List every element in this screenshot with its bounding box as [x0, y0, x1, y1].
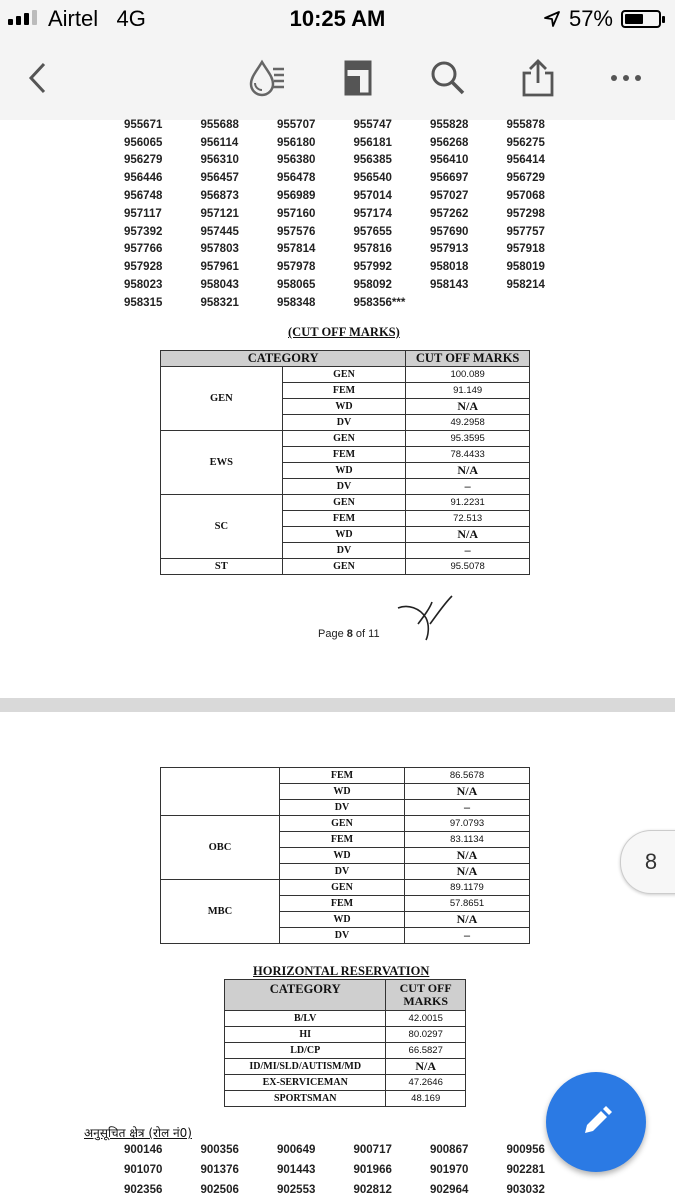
roll-number-list: [124, 116, 583, 312]
table-header-category: CATEGORY: [161, 351, 406, 367]
cutoff-value: N/A: [406, 399, 530, 415]
cutoff-value: 91.149: [406, 383, 530, 399]
table-row: [225, 1011, 466, 1027]
roll-row: [124, 1180, 583, 1200]
subcategory-cell: WD: [279, 848, 404, 864]
table-row: [225, 1091, 466, 1107]
h-cutoff-value: N/A: [386, 1059, 466, 1075]
roll-number: 956181: [353, 136, 392, 149]
h-cutoff-value: 48.169: [386, 1091, 466, 1107]
roll-number: 957757: [506, 225, 545, 238]
roll-number: 900717: [353, 1144, 392, 1156]
cutoff-heading: (CUT OFF MARKS): [288, 325, 400, 339]
h-category-cell: SPORTSMAN: [225, 1091, 386, 1107]
roll-number: 957117: [124, 207, 162, 220]
cutoff-value: N/A: [406, 527, 530, 543]
cutoff-value: –: [404, 800, 529, 816]
cutoff-value: N/A: [404, 784, 529, 800]
subcategory-cell: FEM: [282, 383, 406, 399]
roll-number: 956275: [506, 136, 545, 149]
roll-number: 956180: [277, 136, 316, 149]
table-row: [161, 431, 530, 447]
roll-number: 957766: [124, 243, 163, 256]
category-cell: [161, 768, 280, 816]
category-cell: MBC: [161, 880, 280, 944]
roll-number: 957690: [430, 225, 469, 238]
cutoff-value: 100.089: [406, 367, 530, 383]
h-category-cell: HI: [225, 1027, 386, 1043]
cutoff-value: N/A: [404, 864, 529, 880]
subcategory-cell: DV: [279, 800, 404, 816]
roll-number: 956697: [430, 172, 469, 185]
roll-number: 901443: [277, 1164, 316, 1176]
subcategory-cell: DV: [282, 543, 406, 559]
roll-number: 956446: [124, 172, 163, 185]
status-right: [543, 6, 661, 32]
roll-number: 957068: [506, 190, 545, 203]
roll-number: 958019: [506, 261, 545, 274]
subcategory-cell: DV: [279, 928, 404, 944]
cutoff-value: 95.5078: [406, 559, 530, 575]
roll-row: [124, 241, 583, 259]
signature-icon: [396, 594, 456, 644]
table-row: [161, 880, 530, 896]
roll-row: [124, 223, 583, 241]
network-type: 4G: [116, 6, 146, 31]
subcategory-cell: WD: [282, 399, 406, 415]
roll-row: [124, 116, 583, 134]
share-icon[interactable]: [518, 58, 558, 98]
roll-row: [124, 187, 583, 205]
back-icon[interactable]: [18, 58, 58, 98]
cutoff-value: N/A: [406, 463, 530, 479]
subcategory-cell: WD: [279, 912, 404, 928]
roll-number: 956729: [506, 172, 545, 185]
subcategory-cell: FEM: [282, 447, 406, 463]
roll-number: 901376: [200, 1164, 239, 1176]
roll-number: 901970: [430, 1164, 469, 1176]
roll-number: 957978: [277, 261, 316, 274]
scheduled-area-heading: अनुसूचित क्षेत्र (रोल नं0): [84, 1126, 192, 1140]
roll-number: 957913: [430, 243, 469, 256]
roll-number: 956873: [200, 190, 239, 203]
page-indicator[interactable]: 8: [620, 830, 675, 894]
subcategory-cell: FEM: [279, 832, 404, 848]
subcategory-cell: WD: [282, 527, 406, 543]
roll-number: 957027: [430, 190, 469, 203]
roll-number: 958348: [277, 296, 316, 309]
horizontal-reservation-heading: HORIZONTAL RESERVATION: [253, 964, 430, 978]
roll-number: 956114: [200, 136, 239, 149]
roll-number: 901070: [124, 1164, 163, 1176]
toolbar: [0, 38, 675, 120]
category-cell: OBC: [161, 816, 280, 880]
roll-number: 957014: [353, 190, 392, 203]
roll-number: 958043: [200, 279, 239, 292]
h-cutoff-value: 42.0015: [386, 1011, 466, 1027]
h-category-cell: ID/MI/SLD/AUTISM/MD: [225, 1059, 386, 1075]
roll-number: 955828: [430, 118, 469, 131]
roll-number: 956410: [430, 154, 469, 167]
roll-number: 900356: [200, 1144, 239, 1156]
roll-number: 903032: [506, 1184, 545, 1196]
cutoff-value: 57.8651: [404, 896, 529, 912]
page-number: Page 8 of 11: [318, 628, 380, 640]
h-cutoff-value: 66.5827: [386, 1043, 466, 1059]
roll-number: 956310: [200, 154, 239, 167]
table-row: [161, 816, 530, 832]
cutoff-value: 97.0793: [404, 816, 529, 832]
roll-number: 956748: [124, 190, 163, 203]
table-row: [225, 1027, 466, 1043]
roll-number: 958065: [277, 279, 316, 292]
roll-number: 957121: [200, 207, 239, 220]
roll-number: 957803: [200, 243, 239, 256]
roll-row: [124, 258, 583, 276]
roll-number: 900649: [277, 1144, 316, 1156]
roll-number: 900867: [430, 1144, 469, 1156]
h-cutoff-value: 80.0297: [386, 1027, 466, 1043]
roll-row: [124, 134, 583, 152]
category-cell: ST: [161, 559, 283, 575]
h-cutoff-value: 47.2646: [386, 1075, 466, 1091]
cutoff-value: N/A: [404, 848, 529, 864]
roll-row: [124, 205, 583, 223]
subcategory-cell: FEM: [282, 511, 406, 527]
table-row: [225, 1043, 466, 1059]
table-row: [225, 1059, 466, 1075]
roll-number: 956478: [277, 172, 316, 185]
table-header-cutoff: CUT OFF MARKS: [406, 351, 530, 367]
roll-number: 956380: [277, 154, 316, 167]
cutoff-value: –: [404, 928, 529, 944]
roll-number: 957655: [353, 225, 392, 238]
roll-number: 956268: [430, 136, 469, 149]
h-category-cell: LD/CP: [225, 1043, 386, 1059]
subcategory-cell: GEN: [279, 880, 404, 896]
roll-number: 956540: [353, 172, 392, 185]
roll-number: 957174: [353, 207, 392, 220]
location-arrow-icon: [543, 10, 561, 28]
battery-icon: [621, 10, 661, 28]
clock: 10:25 AM: [289, 6, 386, 31]
table-row: [161, 768, 530, 784]
subcategory-cell: DV: [282, 415, 406, 431]
roll-number: 956414: [506, 154, 545, 167]
roll-number: 957814: [277, 243, 316, 256]
subcategory-cell: WD: [282, 463, 406, 479]
cutoff-value: 86.5678: [404, 768, 529, 784]
battery-percent: 57%: [568, 6, 613, 31]
roll-number: 957992: [353, 261, 392, 274]
roll-number: 900146: [124, 1144, 163, 1156]
subcategory-cell: FEM: [279, 768, 404, 784]
search-icon[interactable]: [428, 58, 468, 98]
roll-row: [124, 152, 583, 170]
roll-number: 958023: [124, 279, 163, 292]
h-header-cutoff: CUT OFF MARKS: [386, 980, 466, 1011]
pencil-icon: [579, 1105, 613, 1139]
roll-number: 957918: [506, 243, 545, 256]
category-cell: SC: [161, 495, 283, 559]
roll-number: 957961: [200, 261, 239, 274]
subcategory-cell: FEM: [279, 896, 404, 912]
table-row: [161, 559, 530, 575]
roll-number: 957445: [200, 225, 239, 238]
roll-number: 955747: [353, 118, 392, 131]
roll-number: 957392: [124, 225, 163, 238]
h-category-cell: EX-SERVICEMAN: [225, 1075, 386, 1091]
category-cell: GEN: [161, 367, 283, 431]
cutoff-value: 49.2958: [406, 415, 530, 431]
roll-row: [124, 169, 583, 187]
subcategory-cell: WD: [279, 784, 404, 800]
cutoff-table: [160, 350, 530, 575]
cutoff-value: 89.1179: [404, 880, 529, 896]
roll-number: 902553: [277, 1184, 316, 1196]
roll-number: 958143: [430, 279, 469, 292]
roll-number: 955878: [506, 118, 545, 131]
cutoff-value: –: [406, 479, 530, 495]
roll-number: 957816: [353, 243, 392, 256]
roll-number: 956065: [124, 136, 163, 149]
roll-number: 902281: [506, 1164, 545, 1176]
roll-number: 956279: [124, 154, 163, 167]
roll-number: 902964: [430, 1184, 469, 1196]
category-cell: EWS: [161, 431, 283, 495]
table-row: [225, 1075, 466, 1091]
more-icon[interactable]: [606, 58, 646, 98]
roll-number: 956457: [200, 172, 239, 185]
subcategory-cell: DV: [279, 864, 404, 880]
roll-number: 957160: [277, 207, 316, 220]
roll-number: 957298: [506, 207, 545, 220]
subcategory-cell: DV: [282, 479, 406, 495]
roll-row: [124, 294, 583, 312]
edit-fab-button[interactable]: [546, 1072, 646, 1172]
roll-number: 958321: [200, 296, 239, 309]
h-category-cell: B/LV: [225, 1011, 386, 1027]
roll-row: [124, 276, 583, 294]
table-row: [161, 495, 530, 511]
roll-number: 958356***: [353, 296, 406, 309]
ink-icon[interactable]: [246, 58, 286, 98]
table-row: [161, 367, 530, 383]
horizontal-reservation-table: [224, 979, 466, 1107]
subcategory-cell: GEN: [282, 559, 406, 575]
status-bar: [0, 0, 675, 38]
cutoff-value: 91.2231: [406, 495, 530, 511]
roll-number: 958018: [430, 261, 469, 274]
roll-number: 901966: [353, 1164, 392, 1176]
roll-number: 957262: [430, 207, 469, 220]
h-header-category: CATEGORY: [225, 980, 386, 1011]
roll-number: 902812: [353, 1184, 392, 1196]
roll-number: 900956: [506, 1144, 545, 1156]
roll-number: 958315: [124, 296, 163, 309]
subcategory-cell: GEN: [282, 431, 406, 447]
cutoff-value: 78.4433: [406, 447, 530, 463]
roll-number: 958092: [353, 279, 392, 292]
subcategory-cell: GEN: [282, 495, 406, 511]
view-mode-icon[interactable]: [338, 58, 378, 98]
carrier-name: Airtel: [48, 6, 99, 31]
roll-number: 955688: [200, 118, 239, 131]
subcategory-cell: GEN: [282, 367, 406, 383]
cutoff-value: –: [406, 543, 530, 559]
roll-row: [124, 1160, 583, 1180]
roll-number: 902506: [200, 1184, 239, 1196]
subcategory-cell: GEN: [279, 816, 404, 832]
roll-number: 902356: [124, 1184, 163, 1196]
roll-number: 957928: [124, 261, 163, 274]
cutoff-table-continued: [160, 767, 530, 944]
cutoff-value: 83.1134: [404, 832, 529, 848]
roll-row: [124, 1140, 583, 1160]
cutoff-value: 72.513: [406, 511, 530, 527]
cutoff-value: N/A: [404, 912, 529, 928]
roll-number: 956385: [353, 154, 392, 167]
roll-number: 956989: [277, 190, 316, 203]
scheduled-area-roll-list: [124, 1140, 583, 1200]
roll-number: 955707: [277, 118, 316, 131]
roll-number: 958214: [506, 279, 545, 292]
roll-number: 955671: [124, 118, 163, 131]
cutoff-value: 95.3595: [406, 431, 530, 447]
roll-number: 957576: [277, 225, 316, 238]
